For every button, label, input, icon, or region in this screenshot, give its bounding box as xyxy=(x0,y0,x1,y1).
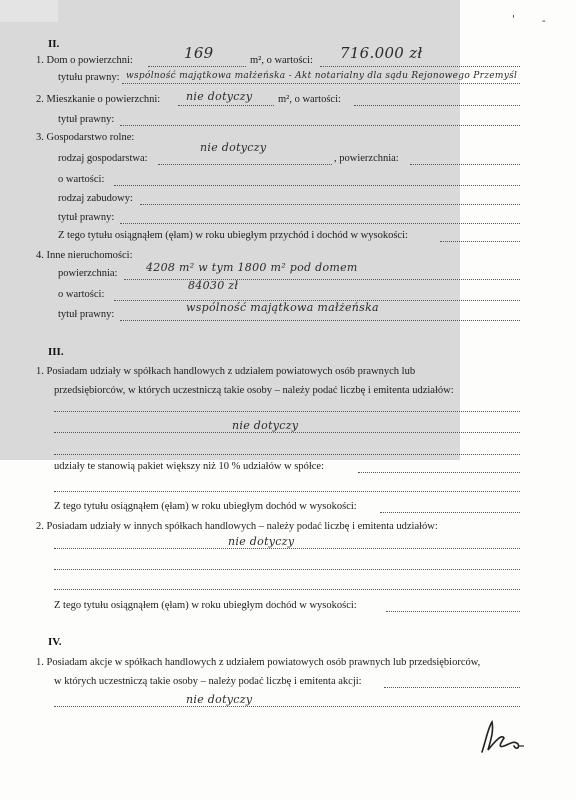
other-property-heading: 4. Inne nieruchomości: xyxy=(36,250,133,261)
farm-value-line xyxy=(114,185,520,186)
farm-type-value: nie dotyczy xyxy=(200,141,267,154)
scan-speck: - xyxy=(542,16,546,27)
flat-area-label: 2. Mieszkanie o powierzchni: xyxy=(36,94,161,105)
other-title-value: wspólność majątkowa małżeńska xyxy=(186,301,379,314)
flat-title-label: tytuł prawny: xyxy=(58,114,115,125)
house-title-value: wspólność majątkowa małżeńska - Akt notarialny dla sądu Rejonowego Przemyśl xyxy=(126,71,518,81)
shares-package-line xyxy=(358,472,520,473)
farm-income-label: Z tego tytułu osiągnąłem (ęłam) w roku ubiegłym przychód i dochód w wysokości: xyxy=(58,230,408,241)
farm-title-line xyxy=(120,223,520,224)
stocks-line1: 1. Posiadam akcje w spółkach handlowych z udziałem powiatowych osób prawnych lub przedsiębiorców, xyxy=(36,657,481,668)
other-shares-line1: 2. Posiadam udziały w innych spółkach handlowych – należy podać liczbę i emitenta udziałów: xyxy=(36,521,438,532)
shares-package-line2 xyxy=(54,491,520,492)
house-title-line xyxy=(122,83,520,84)
house-value-value: 716.000 zł xyxy=(340,44,423,62)
shares-value: nie dotyczy xyxy=(232,419,299,432)
section-heading-iii: III. xyxy=(48,346,64,358)
house-area-label: 1. Dom o powierzchni: xyxy=(36,55,133,66)
flat-area-value: nie dotyczy xyxy=(186,90,253,103)
farm-heading: 3. Gospodarstwo rolne: xyxy=(36,132,135,143)
other-value-label: o wartości: xyxy=(58,289,105,300)
initials-signature xyxy=(474,716,528,758)
farm-area-label: , powierzchnia: xyxy=(334,153,399,164)
other-area-line xyxy=(124,279,520,280)
shares-line2: przedsiębiorców, w których uczestniczą takie osoby – należy podać liczbę i emitenta udziałów: xyxy=(54,385,454,396)
farm-title-label: tytuł prawny: xyxy=(58,212,115,223)
scan-speck: ' xyxy=(512,14,515,25)
farm-income-line xyxy=(440,241,520,242)
flat-title-line xyxy=(120,125,520,126)
other-shares-value: nie dotyczy xyxy=(228,535,295,548)
flat-value-label: m², o wartości: xyxy=(278,94,341,105)
farm-building-line xyxy=(140,204,520,205)
shares-package-label: udziały te stanowią pakiet większy niż 10 % udziałów w spółce: xyxy=(54,461,325,472)
other-shares-line-c xyxy=(54,589,520,590)
other-value-value: 84030 zł xyxy=(188,279,239,292)
other-title-label: tytuł prawny: xyxy=(58,309,115,320)
shares-line-b xyxy=(54,432,520,433)
farm-type-label: rodzaj gospodarstwa: xyxy=(58,153,148,164)
house-value-line xyxy=(320,66,520,67)
stocks-value: nie dotyczy xyxy=(186,693,253,706)
house-area-value: 169 xyxy=(184,44,214,62)
shares-income-label: Z tego tytułu osiągnąłem (ęłam) w roku ubiegłym dochód w wysokości: xyxy=(54,501,357,512)
stocks-line-b xyxy=(54,706,520,707)
other-area-label: powierzchnia: xyxy=(58,268,118,279)
farm-area-line xyxy=(410,164,520,165)
house-area-line xyxy=(148,66,246,67)
flat-area-line xyxy=(178,105,274,106)
other-area-value: 4208 m² w tym 1800 m² pod domem xyxy=(146,261,358,274)
shares-line-a xyxy=(54,411,520,412)
shares-income-line xyxy=(380,512,520,513)
farm-building-label: rodzaj zabudowy: xyxy=(58,193,133,204)
other-shares-income-label: Z tego tytułu osiągnąłem (ęłam) w roku ubiegłym dochód w wysokości: xyxy=(54,600,357,611)
stocks-line-a xyxy=(384,687,520,688)
house-value-label: m², o wartości: xyxy=(250,55,313,66)
stocks-line2: w których uczestniczą takie osoby – należy podać liczbę i emitenta akcji: xyxy=(54,676,362,687)
other-shares-income-line xyxy=(386,611,520,612)
other-shares-line-b xyxy=(54,569,520,570)
flat-value-line xyxy=(354,105,520,106)
section-heading-ii: II. xyxy=(48,38,60,50)
house-title-label: tytułu prawny: xyxy=(58,72,120,83)
shares-line1: 1. Posiadam udziały w spółkach handlowych z udziałem powiatowych osób prawnych lub xyxy=(36,366,416,377)
other-title-line xyxy=(120,320,520,321)
scan-corner-mark xyxy=(0,0,58,22)
shares-line-c xyxy=(54,454,520,455)
section-heading-iv: IV. xyxy=(48,636,62,648)
other-shares-line-a xyxy=(54,548,520,549)
farm-type-line xyxy=(158,164,332,165)
farm-value-label: o wartości: xyxy=(58,174,105,185)
